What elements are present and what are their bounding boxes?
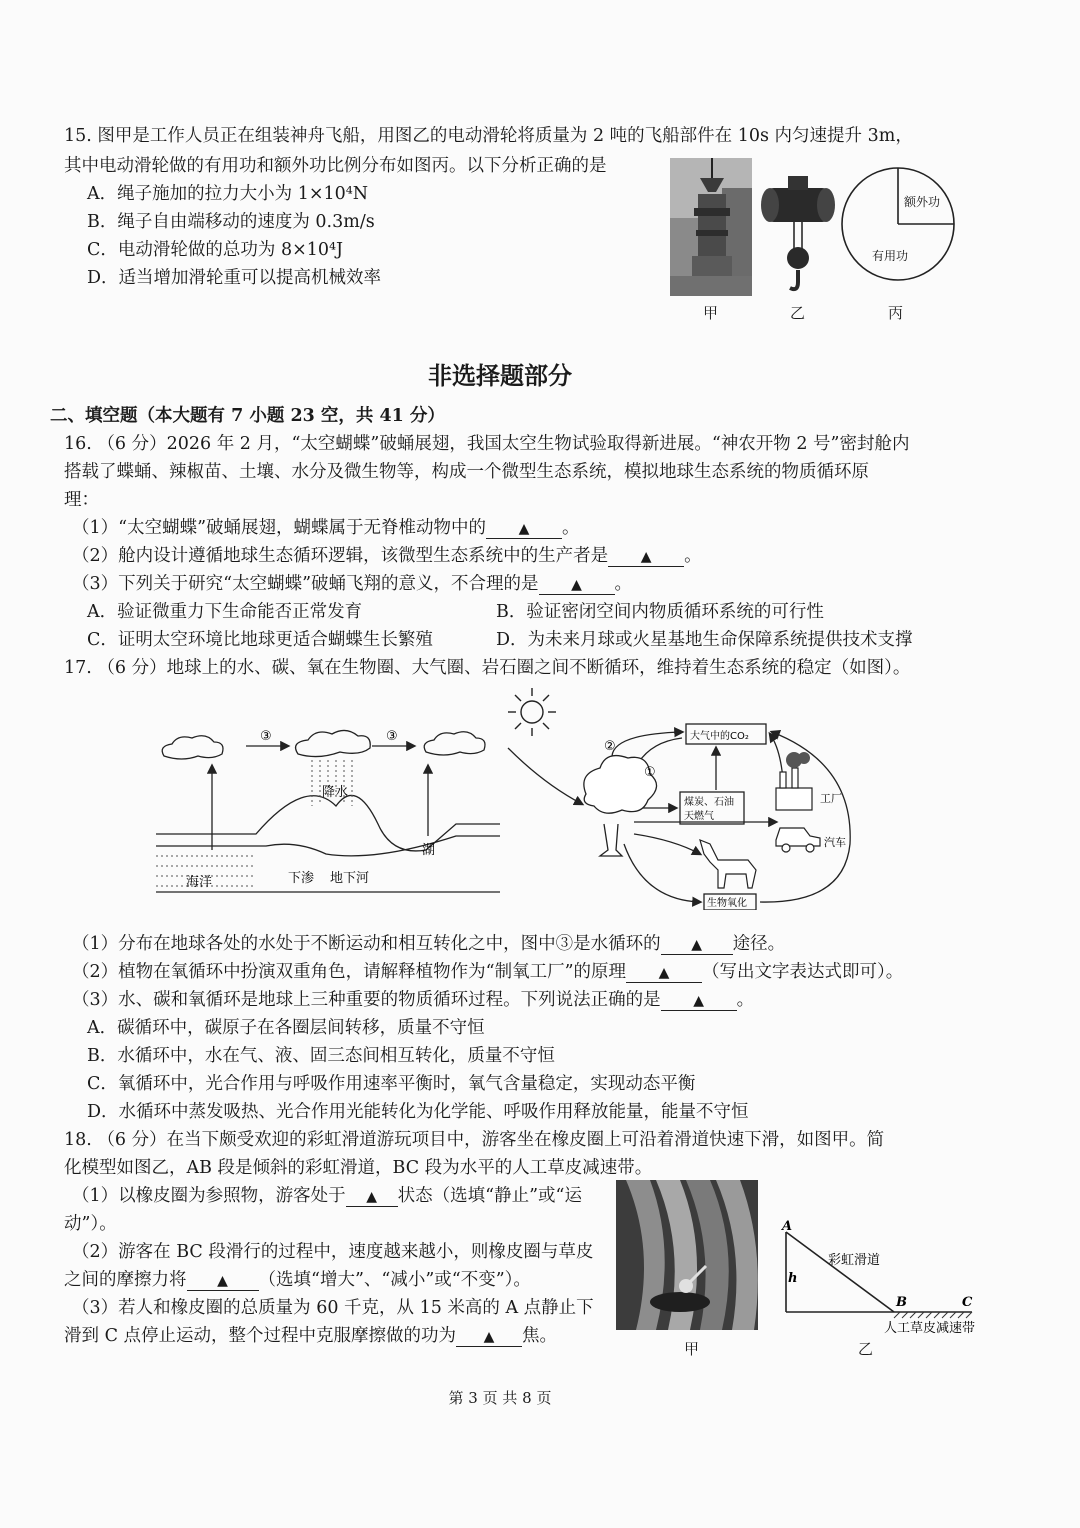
q15-stem-line1: 15. 图甲是工作人员正在组装神舟飞船，用图乙的电动滑轮将质量为 2 吨的飞船部件在 10s 内匀速提升 3m， — [64, 126, 913, 146]
label-car: 汽车 — [824, 836, 846, 849]
q17-option-a: A．碳循环中，碳原子在各圈层间转移，质量不守恒 — [87, 1018, 485, 1038]
circle-3-left: ③ — [260, 729, 272, 744]
label-fuel-line2: 天燃气 — [684, 811, 714, 822]
q17-option-d: D．水循环中蒸发吸热、光合作用光能转化为化学能、呼吸作用释放能量，能量不守恒 — [87, 1102, 749, 1122]
answer-blank[interactable]: ▲ — [661, 936, 733, 955]
q17-stem: 17. （6 分）地球上的水、碳、氧在生物圈、大气圈、岩石圈之间不断循环，维持着生态系统的稳定（如图）。 — [64, 658, 911, 678]
q17-sub1: （1）分布在地球各处的水处于不断运动和相互转化之中，图中③是水循环的 ▲ 途径。 — [72, 934, 786, 954]
q16-stem-line1: 16. （6 分）2026 年 2 月，“太空蝴蝶”破蛹展翅，我国太空生物试验取得新进展。“神农开物 2 号”密封舱内 — [64, 434, 910, 454]
circle-1: ① — [644, 765, 656, 780]
q16-option-b: B．验证密闭空间内物质循环系统的可行性 — [496, 602, 824, 622]
sun-icon — [508, 688, 556, 736]
label-rainbow-slide: 彩虹滑道 — [828, 1253, 881, 1268]
label-rain: 降水 — [322, 785, 349, 800]
q18-label-jia: 甲 — [684, 1340, 700, 1358]
label-height-h: h — [788, 1271, 798, 1286]
q18-model-yi — [776, 1218, 986, 1338]
q18-sub1-cont: 动”）。 — [64, 1214, 117, 1234]
q16-option-a: A．验证微重力下生命能否正常发育 — [87, 602, 363, 622]
q15-photo-jia — [670, 158, 752, 296]
q15-stem-line2: 其中电动滑轮做的有用功和额外功比例分布如图丙。以下分析正确的是 — [64, 156, 607, 176]
q18-sub3: （3）若人和橡皮圈的总质量为 60 千克，从 15 米高的 A 点静止下 — [72, 1298, 594, 1318]
label-underground-river: 地下河 — [330, 871, 370, 886]
q18-label-yi: 乙 — [858, 1340, 874, 1358]
q15-label-jia: 甲 — [703, 304, 719, 322]
cloud-middle — [296, 730, 371, 756]
label-lake: 湖 — [422, 843, 436, 858]
q17-sub2: （2）植物在氧循环中扮演双重角色，请解释植物作为“制氧工厂”的原理 ▲ （写出文字表达式即可）。 — [72, 962, 904, 982]
label-point-c: C — [962, 1295, 973, 1310]
q16-option-c: C．证明太空环境比地球更适合蝴蝶生长繁殖 — [87, 630, 433, 650]
circle-3-right: ③ — [386, 729, 398, 744]
q16-sub3: （3）下列关于研究“太空蝴蝶”破蛹飞翔的意义，不合理的是 ▲ 。 — [72, 574, 633, 594]
q18-stem-line2: 化模型如图乙，AB 段是倾斜的彩虹滑道，BC 段为水平的人工草皮减速带。 — [64, 1158, 653, 1178]
label-co2: 大气中的CO₂ — [690, 731, 749, 742]
pie-label-useful-work: 有用功 — [872, 249, 909, 263]
part2-title: 二、填空题（本大题有 7 小题 23 空，共 41 分） — [50, 406, 445, 426]
q17-water-cycle-diagram — [156, 716, 500, 902]
q15-option-b: B．绳子自由端移动的速度为 0.3m/s — [87, 212, 375, 232]
cloud-right — [424, 732, 485, 755]
q15-label-bing: 丙 — [888, 304, 904, 322]
answer-blank[interactable]: ▲ — [456, 1328, 522, 1347]
label-bio-oxidation: 生物氧化 — [707, 898, 747, 909]
answer-blank[interactable]: ▲ — [187, 1272, 259, 1291]
label-factory: 工厂 — [820, 792, 842, 805]
q18-stem-line1: 18. （6 分）在当下颇受欢迎的彩虹滑道游玩项目中，游客坐在橡皮圈上可沿着滑道快速下滑，如图甲。简 — [64, 1130, 885, 1150]
q16-sub1: （1）“太空蝴蝶”破蛹展翅，蝴蝶属于无脊椎动物中的 ▲ 。 — [72, 518, 580, 538]
q18-sub2: （2）游客在 BC 段滑行的过程中，速度越来越小，则橡皮圈与草皮 — [72, 1242, 594, 1262]
label-turf-strip: 人工草皮减速带 — [884, 1321, 976, 1336]
label-point-a: A — [782, 1219, 793, 1234]
circle-2: ② — [604, 739, 616, 754]
answer-blank[interactable]: ▲ — [486, 520, 562, 539]
q18-photo-jia — [616, 1180, 758, 1330]
horse-icon — [700, 840, 756, 888]
q18-sub1: （1）以橡皮圈为参照物，游客处于 ▲ 状态（选填“静止”或“运 — [72, 1186, 582, 1206]
label-fuel-line1: 煤炭、石油 — [684, 797, 734, 808]
page-footer: 第 3 页 共 8 页 — [448, 1389, 552, 1407]
answer-blank[interactable]: ▲ — [608, 548, 684, 567]
q15-pulley-yi — [758, 160, 838, 296]
q15-option-c: C．电动滑轮做的总功为 8×10⁴J — [87, 240, 344, 260]
factory-icon — [776, 752, 812, 810]
q15-option-d: D．适当增加滑轮重可以提高机械效率 — [87, 268, 382, 288]
q16-stem-line3: 理： — [64, 490, 99, 510]
answer-blank[interactable]: ▲ — [661, 992, 737, 1011]
answer-blank[interactable]: ▲ — [539, 576, 615, 595]
label-point-b: B — [896, 1295, 907, 1310]
answer-blank[interactable]: ▲ — [346, 1188, 398, 1207]
section-title: 非选择题部分 — [428, 361, 572, 390]
label-ocean: 海洋 — [186, 875, 213, 890]
q18-sub2-cont: 之间的摩擦力将 ▲ （选填“增大”、“减小”或“不变”）。 — [64, 1270, 531, 1290]
q15-pie-chart — [838, 162, 958, 292]
q18-sub3-cont: 滑到 C 点停止运动，整个过程中克服摩擦做的功为 ▲ 焦。 — [64, 1326, 558, 1346]
q15-label-yi: 乙 — [790, 304, 806, 322]
pie-label-extra-work: 额外功 — [904, 195, 941, 209]
answer-blank[interactable]: ▲ — [626, 964, 702, 983]
q17-carbon-oxygen-cycle-diagram — [504, 684, 868, 910]
q15-option-a: A．绳子施加的拉力大小为 1×10⁴N — [87, 184, 369, 204]
q17-option-b: B．水循环中，水在气、液、固三态间相互转化，质量不守恒 — [87, 1046, 555, 1066]
q16-stem-line2: 搭载了蝶蛹、辣椒苗、土壤、水分及微生物等，构成一个微型生态系统，模拟地球生态系统的物质循环原 — [64, 462, 869, 482]
label-seep: 下渗 — [288, 871, 315, 886]
q17-sub3: （3）水、碳和氧循环是地球上三种重要的物质循环过程。下列说法正确的是 ▲ 。 — [72, 990, 755, 1010]
q16-sub2: （2）舱内设计遵循地球生态循环逻辑，该微型生态系统中的生产者是 ▲ 。 — [72, 546, 702, 566]
car-icon — [776, 828, 820, 852]
q17-option-c: C．氧循环中，光合作用与呼吸作用速率平衡时，氧气含量稳定，实现动态平衡 — [87, 1074, 696, 1094]
cloud-left — [162, 736, 223, 759]
q16-option-d: D．为未来月球或火星基地生命保障系统提供技术支撑 — [496, 630, 913, 650]
